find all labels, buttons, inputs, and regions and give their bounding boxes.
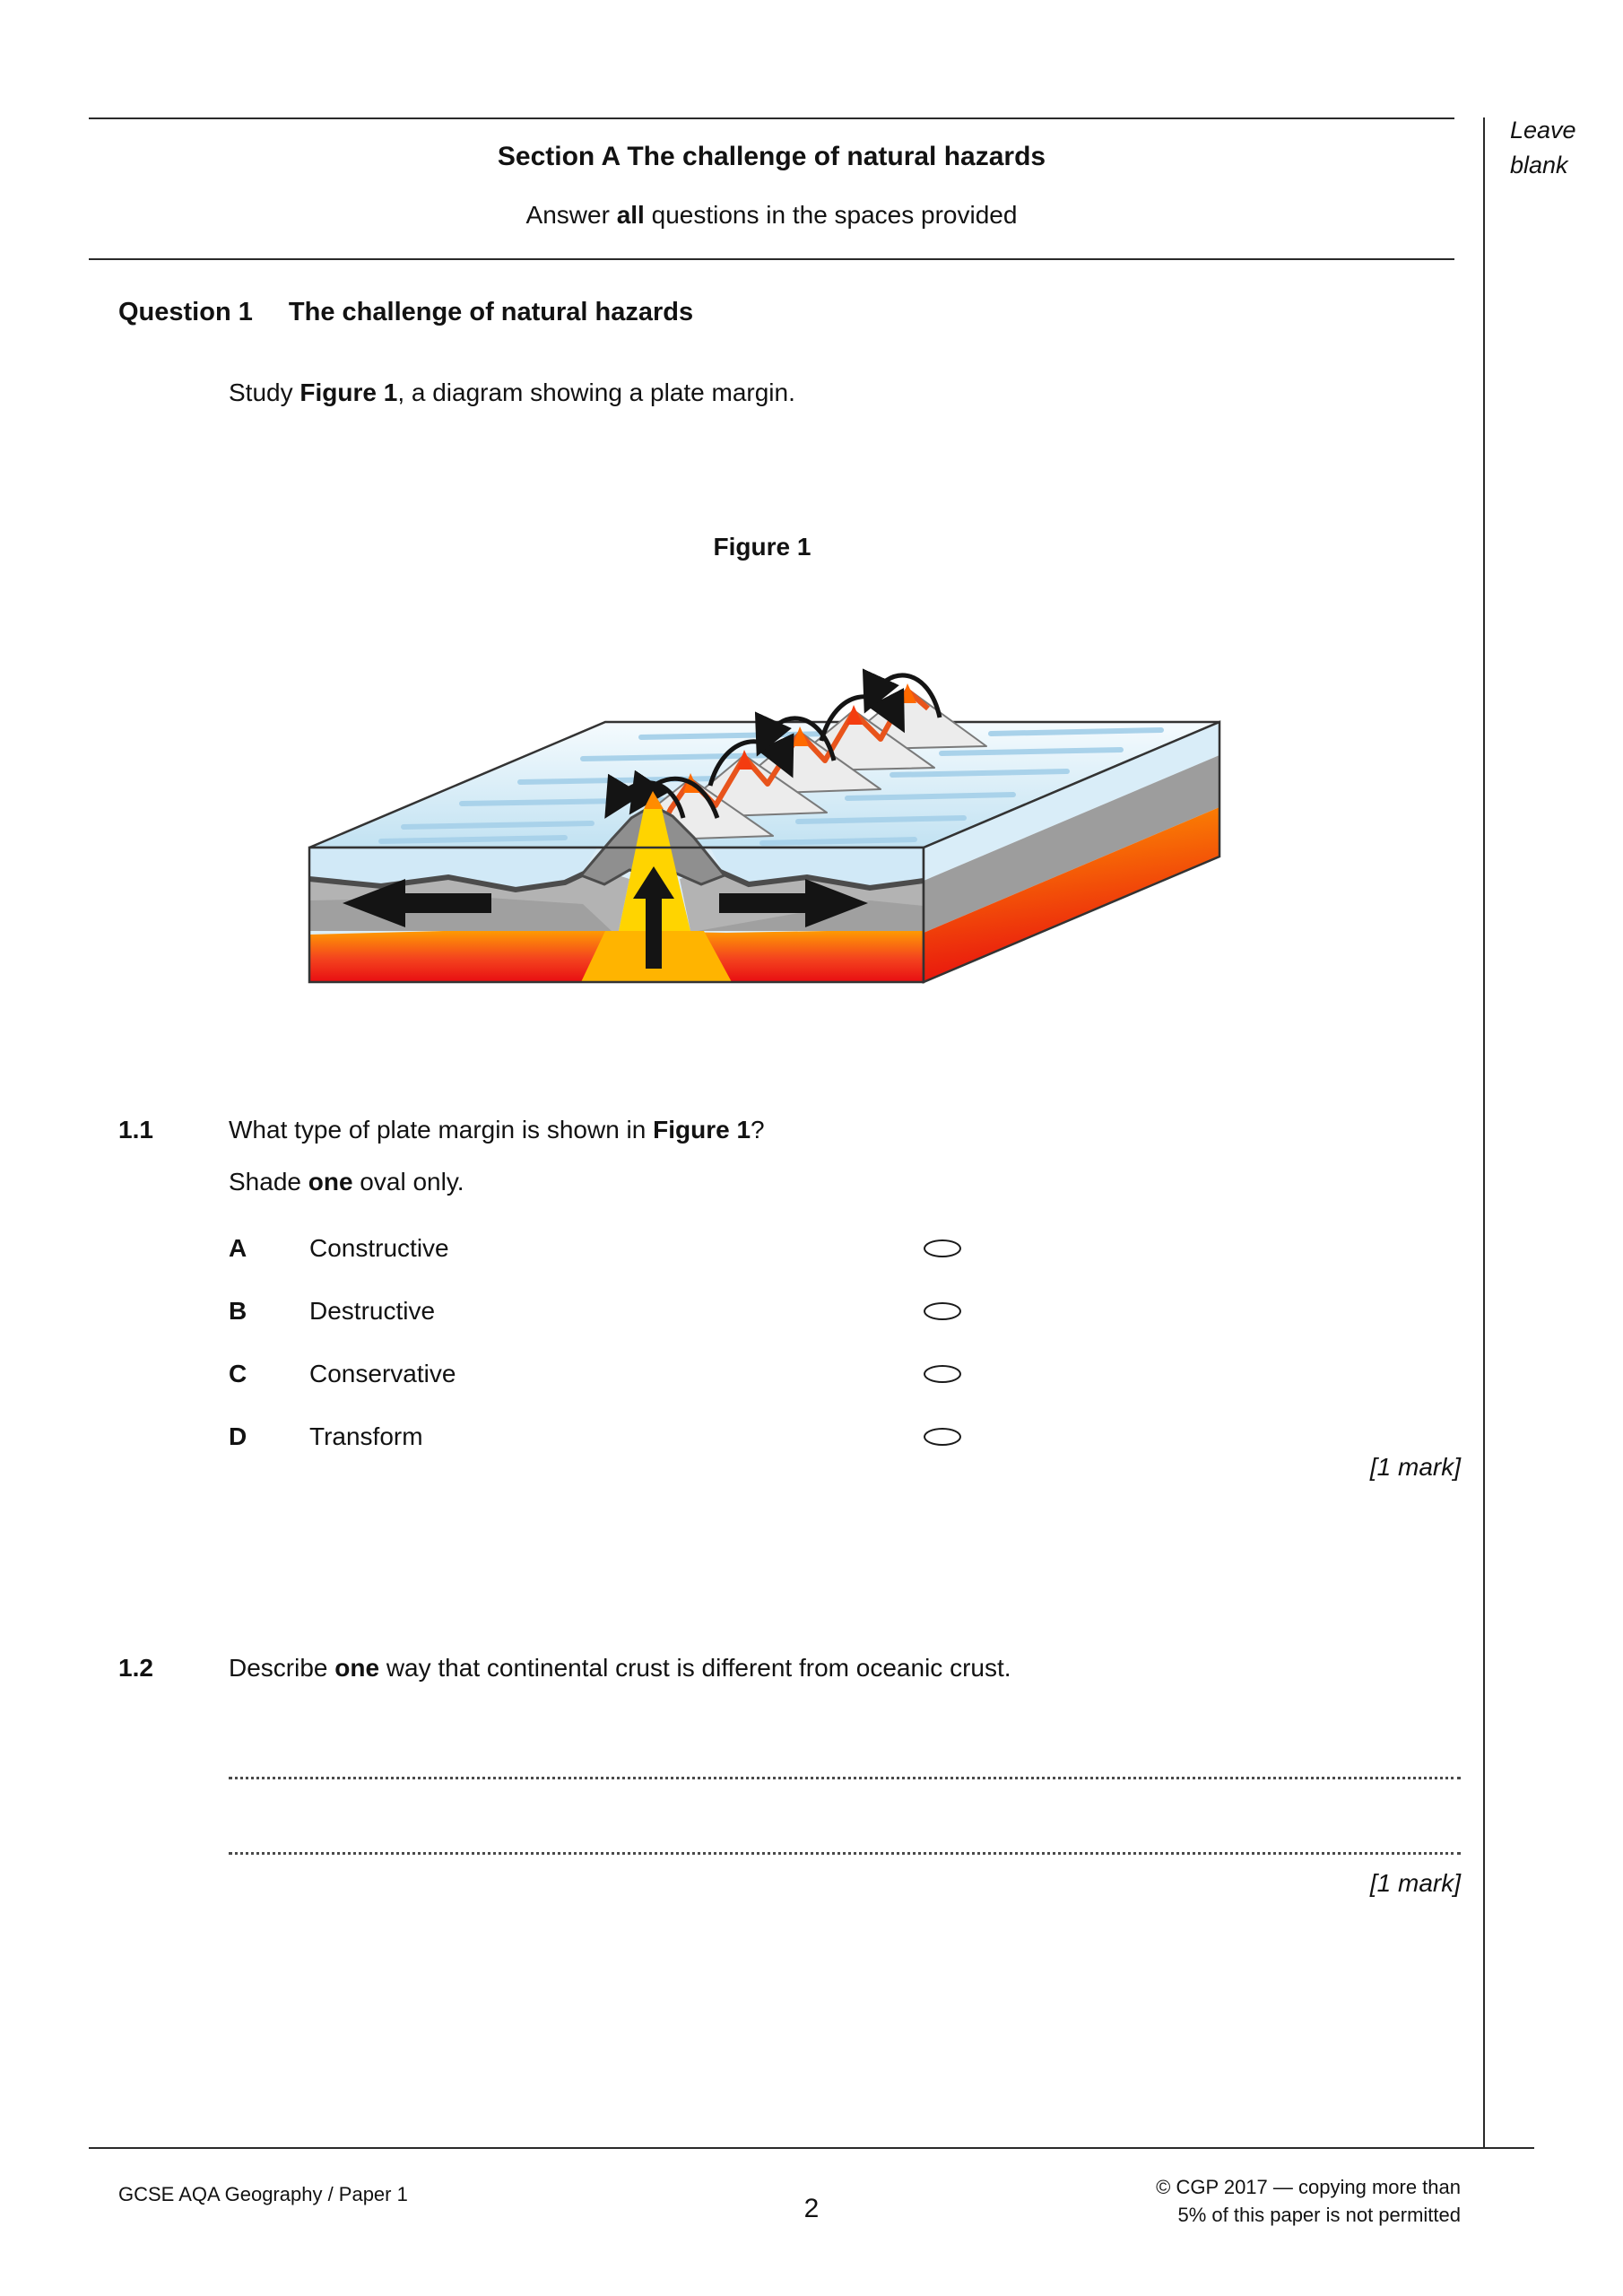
q11-text [229, 1114, 765, 1145]
plate-margin-diagram [296, 583, 1228, 1013]
leave-blank-line1: Leave [1510, 117, 1576, 144]
option-letter-d: D [229, 1422, 247, 1450]
option-oval-b[interactable] [924, 1302, 961, 1320]
figure1-label: Figure 1 [713, 533, 812, 561]
option-oval-d[interactable] [924, 1428, 961, 1446]
instruction-bold: all [616, 201, 645, 229]
option-label-a: Constructive [309, 1234, 449, 1262]
answer-line-1[interactable] [229, 1751, 1461, 1779]
instruction-pre: Answer [525, 201, 617, 229]
answer-line-2[interactable] [229, 1826, 1461, 1855]
question1-number: Question 1 [118, 298, 253, 326]
q11-marks: [1 mark] [1369, 1453, 1461, 1481]
intro-post: , a diagram showing a plate margin. [397, 378, 795, 406]
option-label-d: Transform [309, 1422, 423, 1450]
intro-bold: Figure 1 [299, 378, 398, 406]
q12-text-bold: one [334, 1654, 380, 1682]
q11-text-post: ? [751, 1116, 765, 1144]
q12-marks: [1 mark] [1369, 1869, 1461, 1897]
q11-text-pre: What type of plate margin is shown in [229, 1116, 654, 1144]
footer-right-line2: 5% of this paper is not permitted [1177, 2203, 1461, 2226]
option-letter-a: A [229, 1234, 247, 1262]
question1-intro [229, 377, 795, 408]
q11-text-bold: Figure 1 [653, 1116, 751, 1144]
question1-heading [118, 296, 693, 328]
section-title: Section A The challenge of natural hazards [497, 142, 1046, 171]
option-label-c: Conservative [309, 1360, 456, 1387]
q12-text-post: way that continental crust is different from oceanic crust. [379, 1654, 1011, 1682]
leave-blank-label [1510, 113, 1618, 183]
q11-number: 1.1 [118, 1116, 153, 1144]
intro-pre: Study [229, 378, 300, 406]
footer-right-line1: © CGP 2017 — copying more than [1156, 2176, 1461, 2198]
option-oval-a[interactable] [924, 1239, 961, 1257]
footer-right [897, 2174, 1461, 2230]
q11-shade-instruction [229, 1166, 464, 1197]
q12-text-pre: Describe [229, 1654, 335, 1682]
q12-text [229, 1652, 1011, 1683]
shade-pre: Shade [229, 1168, 308, 1196]
shade-bold: one [308, 1168, 353, 1196]
q12-number: 1.2 [118, 1654, 153, 1682]
header-rule [89, 258, 1454, 260]
option-letter-c: C [229, 1360, 247, 1387]
instruction-post: questions in the spaces provided [644, 201, 1018, 229]
leave-blank-line2: blank [1510, 152, 1568, 179]
section-instruction [89, 199, 1454, 230]
option-label-b: Destructive [309, 1297, 436, 1325]
top-rule [89, 117, 1454, 119]
option-oval-c[interactable] [924, 1365, 961, 1383]
question1-title: The challenge of natural hazards [288, 298, 694, 326]
footer-left: GCSE AQA Geography / Paper 1 [118, 2183, 408, 2205]
shade-post: oval only. [352, 1168, 464, 1196]
page-number: 2 [803, 2194, 820, 2223]
option-letter-b: B [229, 1297, 247, 1325]
bottom-rule [89, 2147, 1534, 2149]
margin-vertical-rule [1483, 117, 1485, 2147]
